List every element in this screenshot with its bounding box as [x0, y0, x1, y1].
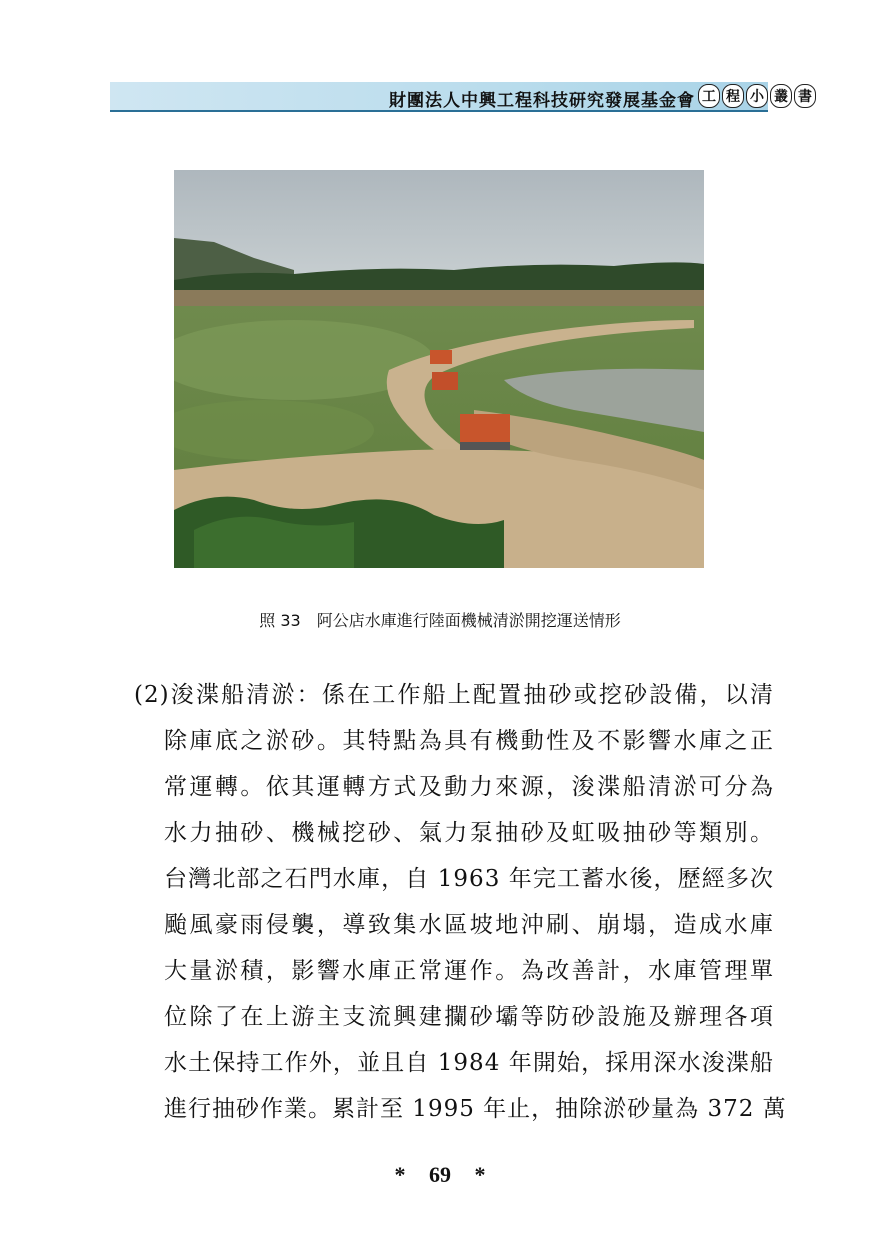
page-footer: [0, 1162, 880, 1188]
paragraph-line: 颱風豪雨侵襲，導致集水區坡地沖刷、崩塌，造成水庫: [164, 912, 774, 938]
header-organization: 財團法人中興工程科技研究發展基金會: [389, 91, 695, 111]
paragraph-line: (2)浚渫船清淤：係在工作船上配置抽砂或挖砂設備，以清: [134, 682, 774, 708]
reservoir-photo-illustration: [174, 170, 704, 568]
series-badge: 小: [746, 84, 768, 108]
body-paragraph: [134, 672, 787, 1132]
paragraph-line: 大量淤積，影響水庫正常運作。為改善計，水庫管理單: [164, 958, 774, 984]
page-number: 69: [429, 1162, 451, 1187]
paragraph-line: 除庫底之淤砂。其特點為具有機動性及不影響水庫之正: [164, 728, 774, 754]
series-badge: 書: [794, 84, 816, 108]
paragraph-line: 台灣北部之石門水庫，自 1963 年完工蓄水後，歷經多次: [164, 866, 774, 892]
reservoir-photo: [174, 170, 704, 568]
series-badges: [698, 84, 816, 108]
footer-star-right: *: [474, 1162, 486, 1187]
paragraph-line: 水土保持工作外，並且自 1984 年開始，採用深水浚渫船: [164, 1050, 774, 1076]
series-badge: 程: [722, 84, 744, 108]
paragraph-line: 進行抽砂作業。累計至 1995 年止，抽除淤砂量為 372 萬: [164, 1096, 787, 1122]
paragraph-line: 常運轉。依其運轉方式及動力來源，浚渫船清淤可分為: [164, 774, 774, 800]
paragraph-line: 位除了在上游主支流興建攔砂壩等防砂設施及辦理各項: [164, 1004, 774, 1030]
figure-caption: 照 33 阿公店水庫進行陸面機械清淤開挖運送情形: [259, 611, 621, 630]
footer-star-left: *: [394, 1162, 406, 1187]
paragraph-line: 水力抽砂、機械挖砂、氣力泵抽砂及虹吸抽砂等類別。: [164, 820, 774, 846]
series-badge: 工: [698, 84, 720, 108]
series-badge: 叢: [770, 84, 792, 108]
